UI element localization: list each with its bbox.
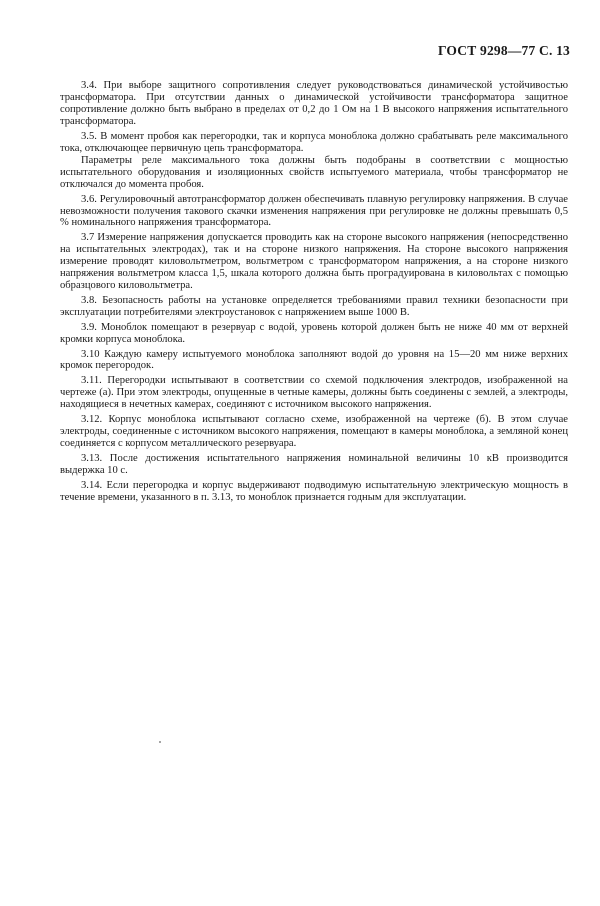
paragraph-3-10: 3.10 Каждую камеру испытуемого моноблока заполняют водой до уровня на 15—20 мм ниже верхних кромок перегородок. — [60, 348, 568, 372]
paragraph-relay-parameters: Параметры реле максимального тока должны быть подобраны в соответствии с мощностью испытательного оборудования и изоляционных свойств испытуемого материала, чтобы трансформатор не отключался до момента пробоя. — [60, 154, 568, 190]
paragraph-3-7: 3.7 Измерение напряжения допускается проводить как на стороне высокого напряжения (непосредственно на испытательных электродах), так и на стороне низкого напряжения. На стороне высокого напряжения измерение проводят киловольтметром, вольтметром с трансформатором напряжения, а на стороне низкого напряжения вольтметром класса 1,5, шкала которого должна быть проградуирована в киловольтах с помощью образцового киловольтметра. — [60, 232, 568, 291]
paragraph-3-9: 3.9. Моноблок помещают в резервуар с водой, уровень которой должен быть не ниже 40 мм от верхней кромки корпуса моноблока. — [60, 321, 568, 345]
paragraph-3-6: 3.6. Регулировочный автотрансформатор должен обеспечивать плавную регулировку напряжения. В случае невозможности получения такового скачки изменения напряжения при регулировке не должны превышать 0,5 % номинального напряжения трансформатора. — [60, 193, 568, 229]
paragraph-3-11: 3.11. Перегородки испытывают в соответствии со схемой подключения электродов, изображенной на чертеже (а). При этом электроды, опущенные в четные камеры, должны быть соединены с землей, а электроды, находящиеся в нечетных камерах, соединяют с источником высокого напряжения. — [60, 375, 568, 411]
paragraph-3-8: 3.8. Безопасность работы на установке определяется требованиями правил техники безопасности при эксплуатации потребителями электроустановок с напряжением выше 1000 В. — [60, 294, 568, 318]
paragraph-3-12: 3.12. Корпус моноблока испытывают согласно схеме, изображенной на чертеже (б). В этом случае электроды, соединенные с источником высокого напряжения, помещают в камеры моноблока, а земляной конец соединяется с корпусом металлического резервуара. — [60, 414, 568, 449]
scan-speck — [159, 741, 161, 743]
paragraph-3-4: 3.4. При выборе защитного сопротивления следует руководствоваться динамической устойчивостью трансформатора. При отсутствии данных о динамической устойчивости трансформатора защитное сопротивление должно быть выбрано в пределах от 0,2 до 1 Ом на 1 В высокого напряжения испытательного трансформатора. — [60, 80, 568, 127]
paragraph-3-13: 3.13. После достижения испытательного напряжения номинальной величины 10 кВ производится выдержка 10 с. — [60, 452, 568, 476]
page-header: ГОСТ 9298—77 С. 13 — [437, 43, 570, 58]
paragraph-3-5: 3.5. В момент пробоя как перегородки, так и корпуса моноблока должно срабатывать реле максимального тока, отключающее первичную цепь трансформатора. — [60, 130, 568, 154]
paragraph-3-14: 3.14. Если перегородка и корпус выдерживают подводимую испытательную электрическую мощность в течение времени, указанного в п. 3.13, то моноблок признается годным для эксплуатации. — [60, 479, 568, 503]
document-body — [60, 80, 568, 504]
